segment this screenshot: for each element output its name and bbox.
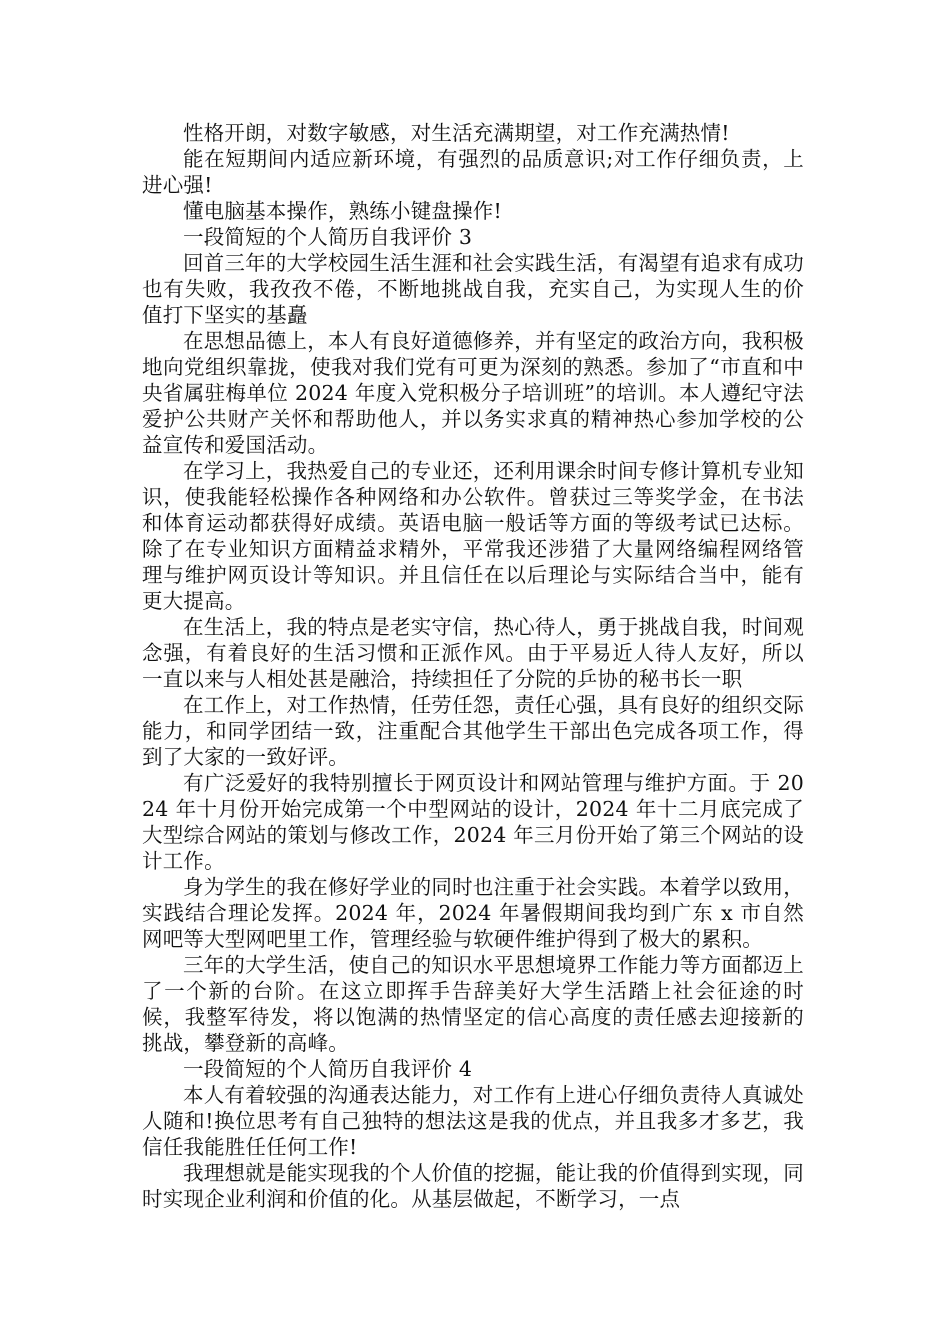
section-heading-3: 一段简短的个人简历自我评价 3 (183, 225, 473, 249)
document-body (142, 120, 804, 1212)
paragraph-web-design: 有广泛爱好的我特别擅长于网页设计和网站管理与维护方面。于 2024 年十月份开始完成第一个中型网站的设计，2024 年十二月底完成了大型综合网站的策划与修改工作，2024 年三月份开始了第三个网站的设计工作。 (142, 771, 804, 873)
paragraph-communication: 本人有着较强的沟通表达能力，对工作有上进心仔细负责待人真诚处人随和!换位思考有自己独特的想法这是我的优点，并且我多才多艺，我信任我能胜任任何工作! (142, 1083, 804, 1159)
paragraph-study: 在学习上，我热爱自己的专业还，还利用课余时间专修计算机专业知识，使我能轻松操作各种网络和办公软件。曾获过三等奖学金，在书法和体育运动都获得好成绩。英语电脑一般话等方面的等级考试已达标。除了在专业知识方面精益求精外，平常我还涉猎了大量网络编程网络管理与维护网页设计等知识。并且信任在以后理论与实际结合当中，能有更大提高。 (142, 459, 804, 613)
paragraph-ideal: 我理想就是能实现我的个人价值的挖掘，能让我的价值得到实现，同时实现企业利润和价值的化。从基层做起，不断学习，一点 (142, 1161, 804, 1211)
section-heading-4: 一段简短的个人简历自我评价 4 (183, 1057, 473, 1081)
paragraph-computer-skills: 懂电脑基本操作，熟练小键盘操作! (183, 199, 502, 223)
paragraph-personality: 性格开朗，对数字敏感，对生活充满期望，对工作充满热情! (183, 121, 730, 145)
paragraph-college-review: 回首三年的大学校园生活生涯和社会实践生活，有渴望有追求有成功也有失败，我孜孜不倦，不断地挑战自我，充实自己，为实现人生的价值打下坚实的基矗 (142, 251, 804, 327)
paragraph-life: 在生活上，我的特点是老实守信，热心待人，勇于挑战自我，时间观念强，有着良好的生活习惯和正派作风。由于平易近人待人友好，所以一直以来与人相处甚是融洽，持续担任了分院的乒协的秘书长一职 (142, 615, 804, 691)
paragraph-work: 在工作上，对工作热情，任劳任怨，责任心强，具有良好的组织交际能力，和同学团结一致，注重配合其他学生干部出色完成各项工作，得到了大家的一致好评。 (142, 693, 804, 769)
paragraph-social-practice: 身为学生的我在修好学业的同时也注重于社会实践。本着学以致用，实践结合理论发挥。2024 年，2024 年暑假期间我均到广东 x 市自然网吧等大型网吧里工作，管理经验与软硬件维护得到了极大的累积。 (142, 875, 804, 951)
paragraph-adaptability: 能在短期间内适应新环境，有强烈的品质意识;对工作仔细负责，上进心强! (142, 147, 804, 197)
paragraph-moral-character: 在思想品德上，本人有良好道德修养，并有坚定的政治方向，我积极地向党组织靠拢，使我对我们党有可更为深刻的熟悉。参加了“市直和中央省属驻梅单位 2024 年度入党积极分子培训班”的培训。本人遵纪守法爱护公共财产关怀和帮助他人，并以务实求真的精神热心参加学校的公益宣传和爱国活动。 (142, 329, 804, 457)
paragraph-summary: 三年的大学生活，使自己的知识水平思想境界工作能力等方面都迈上了一个新的台阶。在这立即挥手告辞美好大学生活踏上社会征途的时候，我整军待发，将以饱满的热情坚定的信心高度的责任感去迎接新的挑战，攀登新的高峰。 (142, 953, 804, 1055)
